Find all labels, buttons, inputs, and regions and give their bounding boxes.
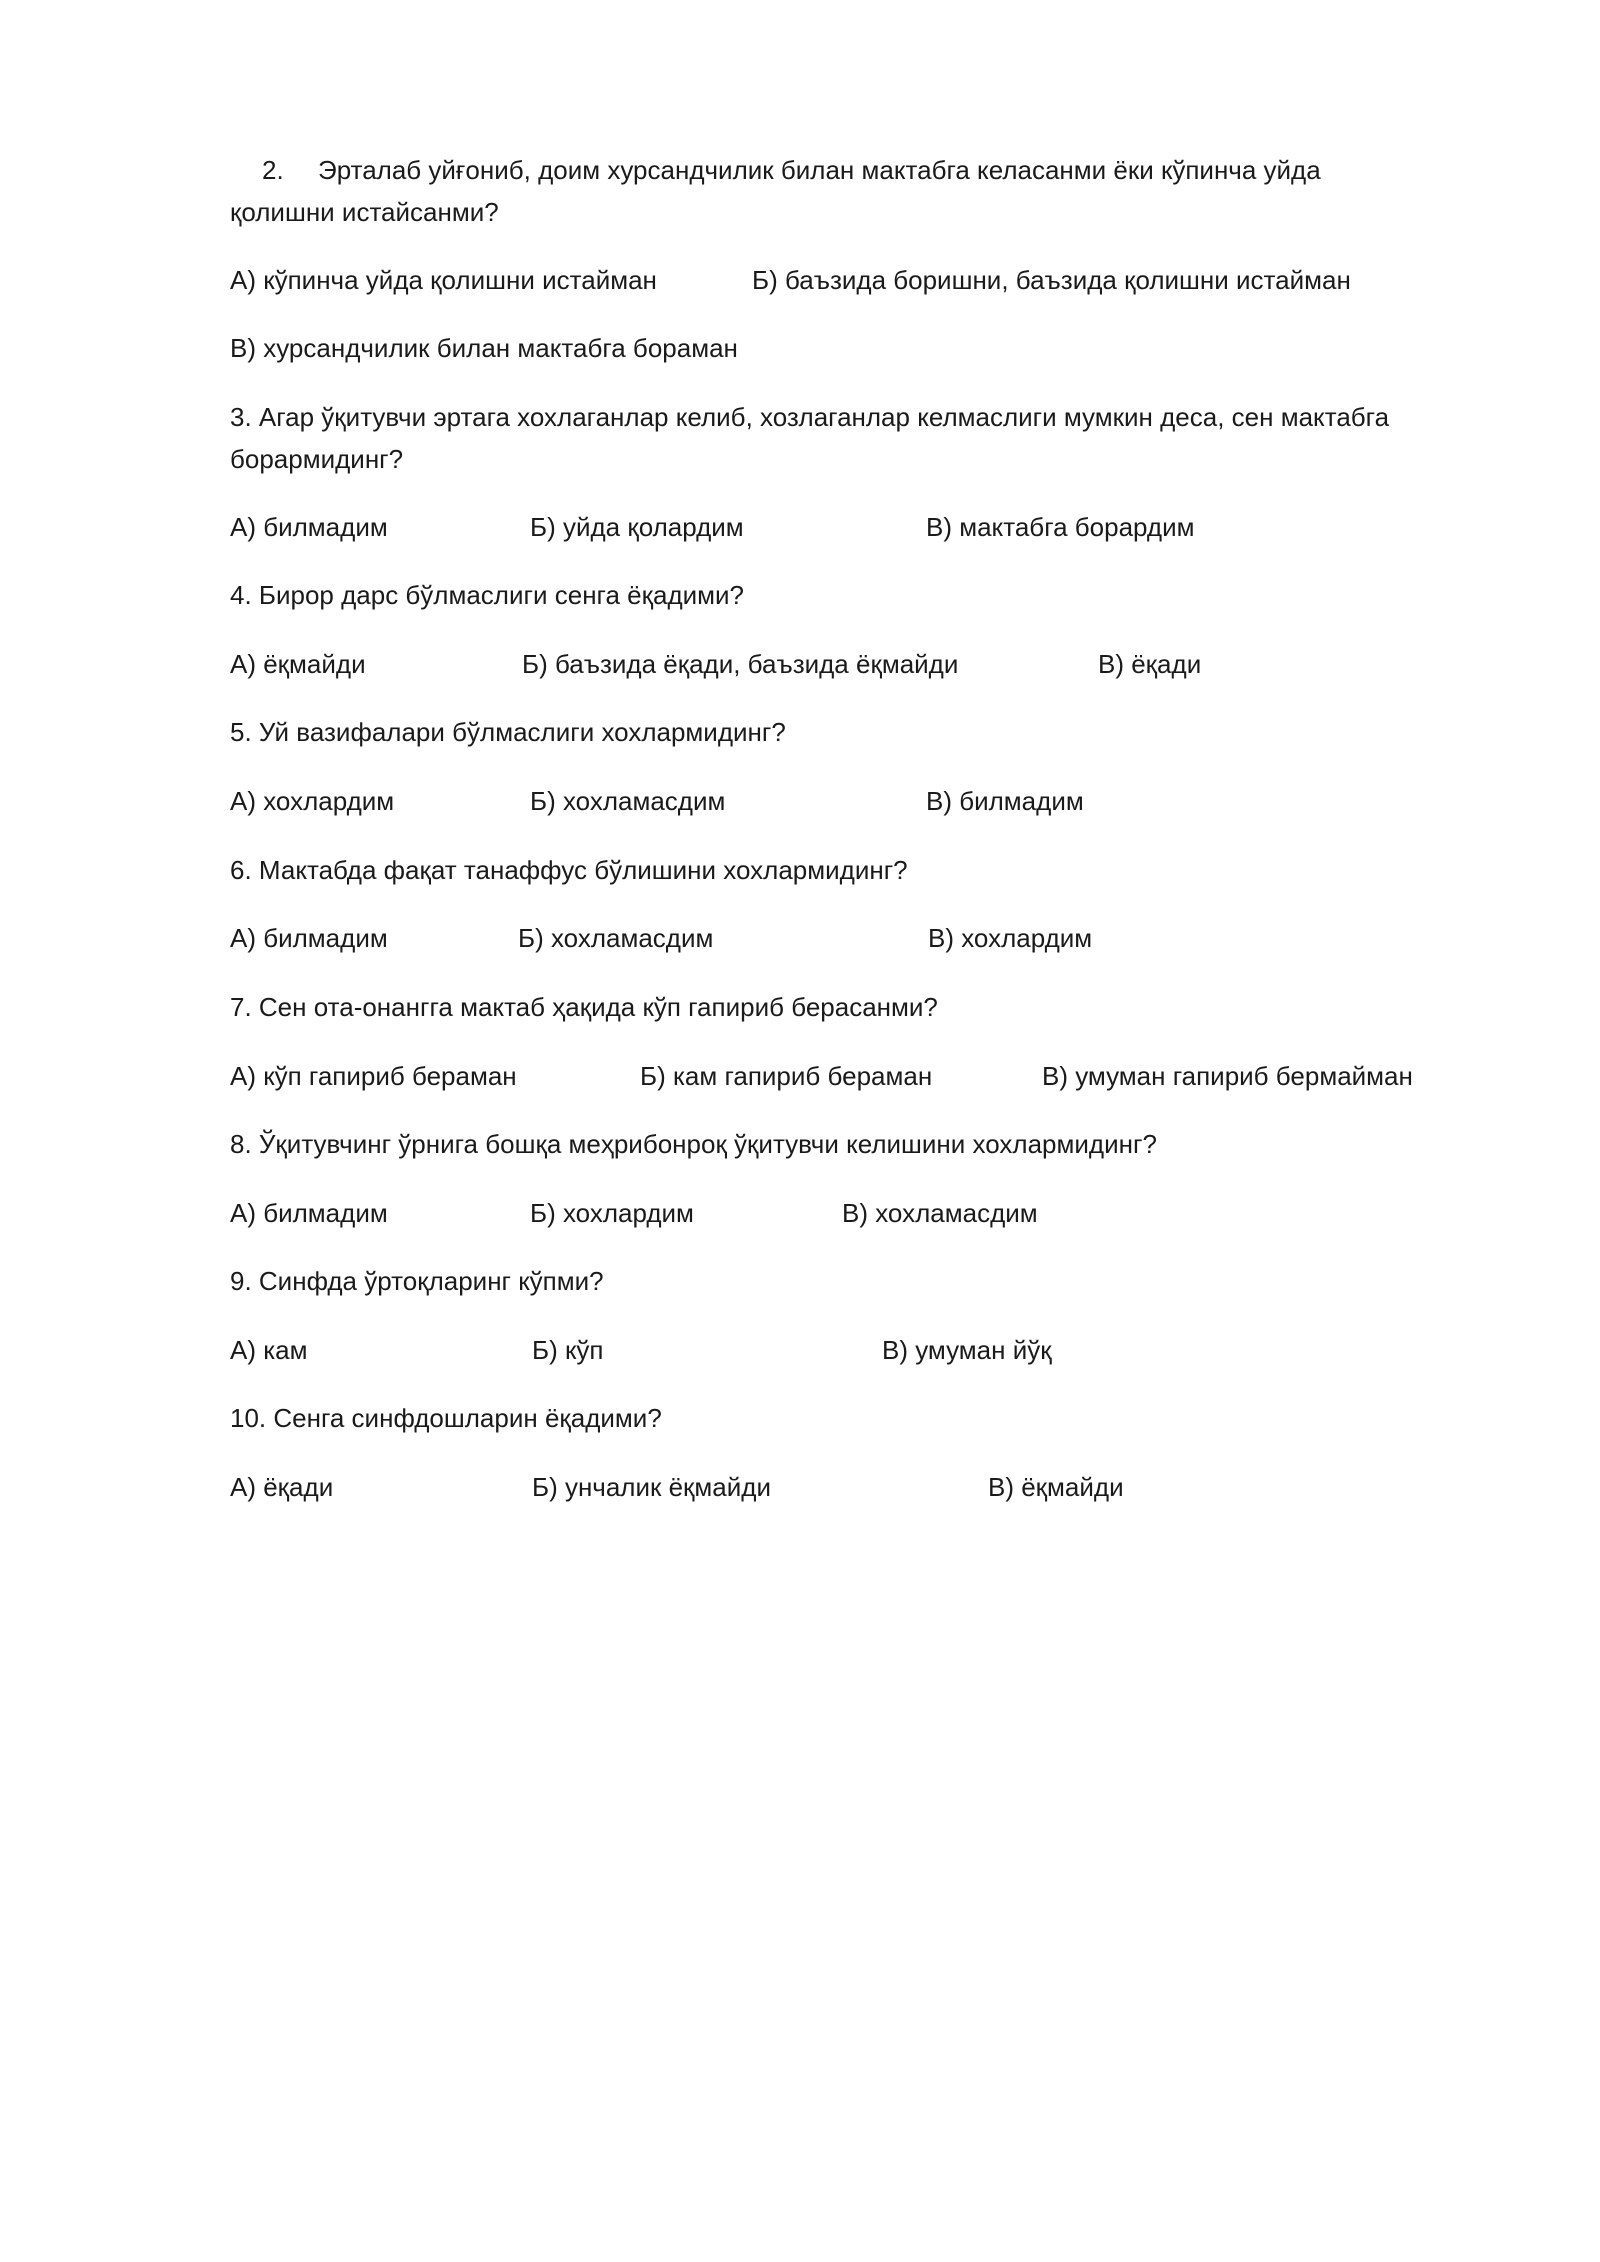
question-4-option-b: Б) баъзида ёқади, баъзида ёқмайди — [522, 649, 959, 679]
question-7-option-c: В) умуман гапириб бермайман — [1042, 1061, 1413, 1091]
question-10-option-c: В) ёқмайди — [988, 1472, 1124, 1502]
question-8-option-c: В) хохламасдим — [842, 1198, 1038, 1228]
question-4-text: 4. Бирор дарс бўлмаслиги сенга ёқадими? — [230, 580, 744, 610]
question-8-option-b: Б) хохлардим — [530, 1198, 694, 1228]
question-4-option-c: В) ёқади — [1098, 649, 1202, 679]
question-8-text: 8. Ўқитувчинг ўрнига бошқа меҳрибонроқ ўқитувчи келишини хохлармидинг? — [230, 1129, 1157, 1159]
question-6-text: 6. Мактабда фақат танаффус бўлишини хохлармидинг? — [230, 855, 908, 885]
question-2-text: Эрталаб уйғониб, доим хурсандчилик билан мактабга келасанми ёки кўпинча уйда — [318, 155, 1321, 185]
question-6-option-b: Б) хохламасдим — [518, 923, 714, 953]
question-2-text-continued: қолишни истайсанми? — [230, 197, 499, 227]
question-10-text: 10. Сенга синфдошларин ёқадими? — [230, 1403, 662, 1433]
question-10-option-b: Б) унчалик ёқмайди — [532, 1472, 771, 1502]
question-7-text: 7. Сен ота-онангга мактаб ҳақида кўп гапириб берасанми? — [230, 992, 938, 1022]
question-5-option-a: А) хохлардим — [230, 786, 395, 816]
question-9-option-b: Б) кўп — [532, 1335, 604, 1365]
question-9-text: 9. Синфда ўртоқларинг кўпми? — [230, 1266, 604, 1296]
question-7-option-a: А) кўп гапириб бераман — [230, 1061, 517, 1091]
question-3-text: 3. Агар ўқитувчи эртага хохлаганлар келиб, хозлаганлар келмаслиги мумкин деса, сен мактабга — [230, 402, 1390, 432]
question-3-option-c: В) мактабга борардим — [926, 512, 1195, 542]
question-8-option-a: А) билмадим — [230, 1198, 388, 1228]
question-6-option-c: В) хохлардим — [928, 923, 1093, 953]
question-5-option-b: Б) хохламасдим — [530, 786, 726, 816]
question-10-option-a: А) ёқади — [230, 1472, 334, 1502]
question-4-option-a: А) ёқмайди — [230, 649, 366, 679]
question-3-option-b: Б) уйда қолардим — [530, 512, 744, 542]
question-3-option-a: А) билмадим — [230, 512, 388, 542]
question-2-option-b: Б) баъзида боришни, баъзида қолишни истайман — [752, 265, 1351, 295]
question-2-number: 2. — [262, 155, 284, 185]
question-9-option-c: В) умуман йўқ — [882, 1335, 1052, 1365]
question-5-option-c: В) билмадим — [926, 786, 1084, 816]
question-6-option-a: А) билмадим — [230, 923, 388, 953]
question-5-text: 5. Уй вазифалари бўлмаслиги хохлармидинг? — [230, 717, 786, 747]
question-9-option-a: А) кам — [230, 1335, 308, 1365]
question-2-option-c: В) хурсандчилик билан мактабга бораман — [230, 333, 738, 363]
question-2-option-a: А) кўпинча уйда қолишни истайман — [230, 265, 657, 295]
question-3-text-continued: борармидинг? — [230, 444, 404, 474]
question-7-option-b: Б) кам гапириб бераман — [640, 1061, 933, 1091]
